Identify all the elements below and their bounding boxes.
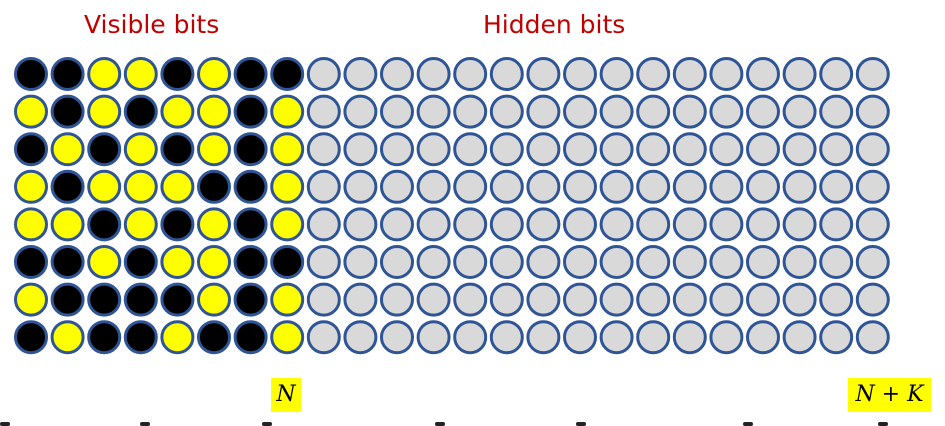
hidden-bit [857,96,888,127]
hidden-bit [418,322,449,353]
hidden-bit [711,96,742,127]
hidden-bit [784,247,815,278]
hidden-bit [382,96,413,127]
hidden-bit [748,134,779,165]
hidden-bit [528,134,559,165]
hidden-bit [674,134,705,165]
visible-bit-zero [272,247,303,278]
visible-bit-one [272,322,303,353]
hidden-bit [638,247,669,278]
hidden-bit [857,171,888,202]
visible-bit-one [125,171,156,202]
visible-bit-one [52,209,83,240]
hidden-bit [601,96,632,127]
hidden-bit [308,134,339,165]
visible-bit-one [162,247,193,278]
visible-bit-zero [89,134,120,165]
hidden-bit [308,284,339,315]
visible-bit-one [125,134,156,165]
visible-bit-one [162,171,193,202]
visible-bit-one [162,322,193,353]
hidden-bit [821,134,852,165]
hidden-bit [748,209,779,240]
visible-bit-one [199,209,230,240]
hidden-bit [345,96,376,127]
hidden-bit [748,322,779,353]
hidden-bit [345,134,376,165]
visible-bit-zero [52,284,83,315]
visible-bit-zero [125,322,156,353]
hidden-bit [308,171,339,202]
hidden-bit [674,59,705,90]
visible-bit-zero [235,209,266,240]
hidden-bit [528,284,559,315]
visible-bit-one [89,171,120,202]
hidden-bit [528,209,559,240]
visible-bits-label: Visible bits [84,10,220,39]
visible-bit-zero [235,322,266,353]
visible-bit-zero [52,171,83,202]
hidden-bit [601,322,632,353]
hidden-bit [638,134,669,165]
hidden-bit [418,96,449,127]
visible-bit-one [199,134,230,165]
hidden-bit [674,96,705,127]
hidden-bit [784,171,815,202]
visible-bit-one [89,59,120,90]
hidden-bit [638,59,669,90]
hidden-bit [491,284,522,315]
hidden-bit [711,322,742,353]
hidden-bit [528,59,559,90]
visible-bit-zero [125,284,156,315]
hidden-bit [455,247,486,278]
hidden-bit [601,247,632,278]
visible-bit-zero [235,134,266,165]
hidden-bit [565,209,596,240]
visible-bit-one [125,59,156,90]
visible-bit-one [16,96,47,127]
hidden-bit [418,284,449,315]
visible-bit-zero [16,134,47,165]
hidden-bit [857,59,888,90]
hidden-bits-label: Hidden bits [483,10,626,39]
hidden-bit [491,322,522,353]
visible-bit-zero [235,96,266,127]
visible-bit-one [272,284,303,315]
hidden-bit [638,284,669,315]
visible-bit-one [89,96,120,127]
hidden-bit [821,247,852,278]
hidden-bit [308,322,339,353]
hidden-bit [345,322,376,353]
visible-bit-zero [125,96,156,127]
visible-bit-zero [199,322,230,353]
visible-bit-zero [162,209,193,240]
hidden-bit [455,284,486,315]
hidden-bit [784,134,815,165]
hidden-bit [308,96,339,127]
visible-bit-zero [162,134,193,165]
hidden-bit [821,96,852,127]
hidden-bit [821,284,852,315]
hidden-bit [418,59,449,90]
hidden-bit [455,209,486,240]
hidden-bit [748,284,779,315]
hidden-bit [565,322,596,353]
hidden-bit [565,59,596,90]
hidden-bit [382,247,413,278]
hidden-bit [308,209,339,240]
visible-bit-zero [162,284,193,315]
hidden-bit [784,284,815,315]
hidden-bit [784,209,815,240]
hidden-bit [857,209,888,240]
visible-bit-one [199,247,230,278]
hidden-bit [455,96,486,127]
visible-bit-one [52,134,83,165]
n-plus-k-marker: N + K [848,378,931,412]
hidden-bit [638,171,669,202]
visible-bit-one [199,284,230,315]
hidden-bit [711,134,742,165]
visible-bit-zero [89,284,120,315]
hidden-bit [565,171,596,202]
hidden-bit [382,134,413,165]
hidden-bit [711,209,742,240]
hidden-bit [748,247,779,278]
hidden-bit [601,134,632,165]
hidden-bit [382,171,413,202]
hidden-bit [491,134,522,165]
hidden-bit [418,134,449,165]
cropped-text-line [0,414,945,426]
hidden-bit [601,209,632,240]
hidden-bit [528,171,559,202]
hidden-bit [674,209,705,240]
visible-bit-one [89,247,120,278]
hidden-bit [565,96,596,127]
hidden-bit [711,59,742,90]
hidden-bit [345,284,376,315]
hidden-bit [857,322,888,353]
hidden-bit [455,59,486,90]
hidden-bit [491,59,522,90]
visible-bit-one [272,171,303,202]
visible-bit-one [16,284,47,315]
visible-bit-one [272,134,303,165]
hidden-bit [565,284,596,315]
visible-bit-one [199,96,230,127]
visible-bit-zero [52,59,83,90]
hidden-bit [528,247,559,278]
visible-bit-one [272,96,303,127]
visible-bit-zero [235,284,266,315]
visible-bit-one [16,209,47,240]
hidden-bit [345,59,376,90]
hidden-bit [491,96,522,127]
hidden-bit [308,59,339,90]
hidden-bit [308,247,339,278]
hidden-bit [455,322,486,353]
visible-bit-one [272,209,303,240]
hidden-bit [601,171,632,202]
visible-bit-zero [16,247,47,278]
hidden-bit [345,209,376,240]
visible-bit-zero [125,247,156,278]
hidden-bit [711,247,742,278]
visible-bit-zero [52,96,83,127]
hidden-bit [638,96,669,127]
hidden-bit [748,96,779,127]
hidden-bit [784,59,815,90]
hidden-bit [711,284,742,315]
visible-bit-zero [89,209,120,240]
visible-bit-zero [235,247,266,278]
hidden-bit [674,247,705,278]
visible-bit-zero [272,59,303,90]
hidden-bit [491,247,522,278]
hidden-bit [821,59,852,90]
visible-bit-zero [16,322,47,353]
hidden-bit [565,134,596,165]
n-marker: N [271,378,301,412]
hidden-bit [418,247,449,278]
hidden-bit [857,284,888,315]
hidden-bit [857,134,888,165]
hidden-bit [382,209,413,240]
hidden-bit [455,134,486,165]
visible-bit-one [125,209,156,240]
visible-bit-zero [199,171,230,202]
hidden-bit [345,171,376,202]
hidden-bit [821,322,852,353]
hidden-bit [565,247,596,278]
hidden-bit [528,322,559,353]
hidden-bit [601,284,632,315]
hidden-bit [711,171,742,202]
hidden-bit [674,284,705,315]
hidden-bit [748,171,779,202]
hidden-bit [418,209,449,240]
visible-bit-zero [89,322,120,353]
hidden-bit [821,171,852,202]
hidden-bit [382,59,413,90]
visible-bit-one [52,322,83,353]
visible-bit-one [162,96,193,127]
visible-bit-one [16,171,47,202]
hidden-bit [784,322,815,353]
hidden-bit [491,209,522,240]
hidden-bit [638,322,669,353]
hidden-bit [638,209,669,240]
hidden-bit [528,96,559,127]
hidden-bit [418,171,449,202]
hidden-bit [674,171,705,202]
visible-bit-zero [52,247,83,278]
hidden-bit [821,209,852,240]
visible-bit-zero [235,171,266,202]
visible-bit-zero [162,59,193,90]
hidden-bit [748,59,779,90]
hidden-bit [674,322,705,353]
hidden-bit [784,96,815,127]
visible-bit-zero [16,59,47,90]
hidden-bit [455,171,486,202]
hidden-bit [491,171,522,202]
hidden-bit [382,284,413,315]
hidden-bit [601,59,632,90]
visible-bit-one [199,59,230,90]
hidden-bit [345,247,376,278]
hidden-bit [857,247,888,278]
visible-bit-zero [235,59,266,90]
hidden-bit [382,322,413,353]
